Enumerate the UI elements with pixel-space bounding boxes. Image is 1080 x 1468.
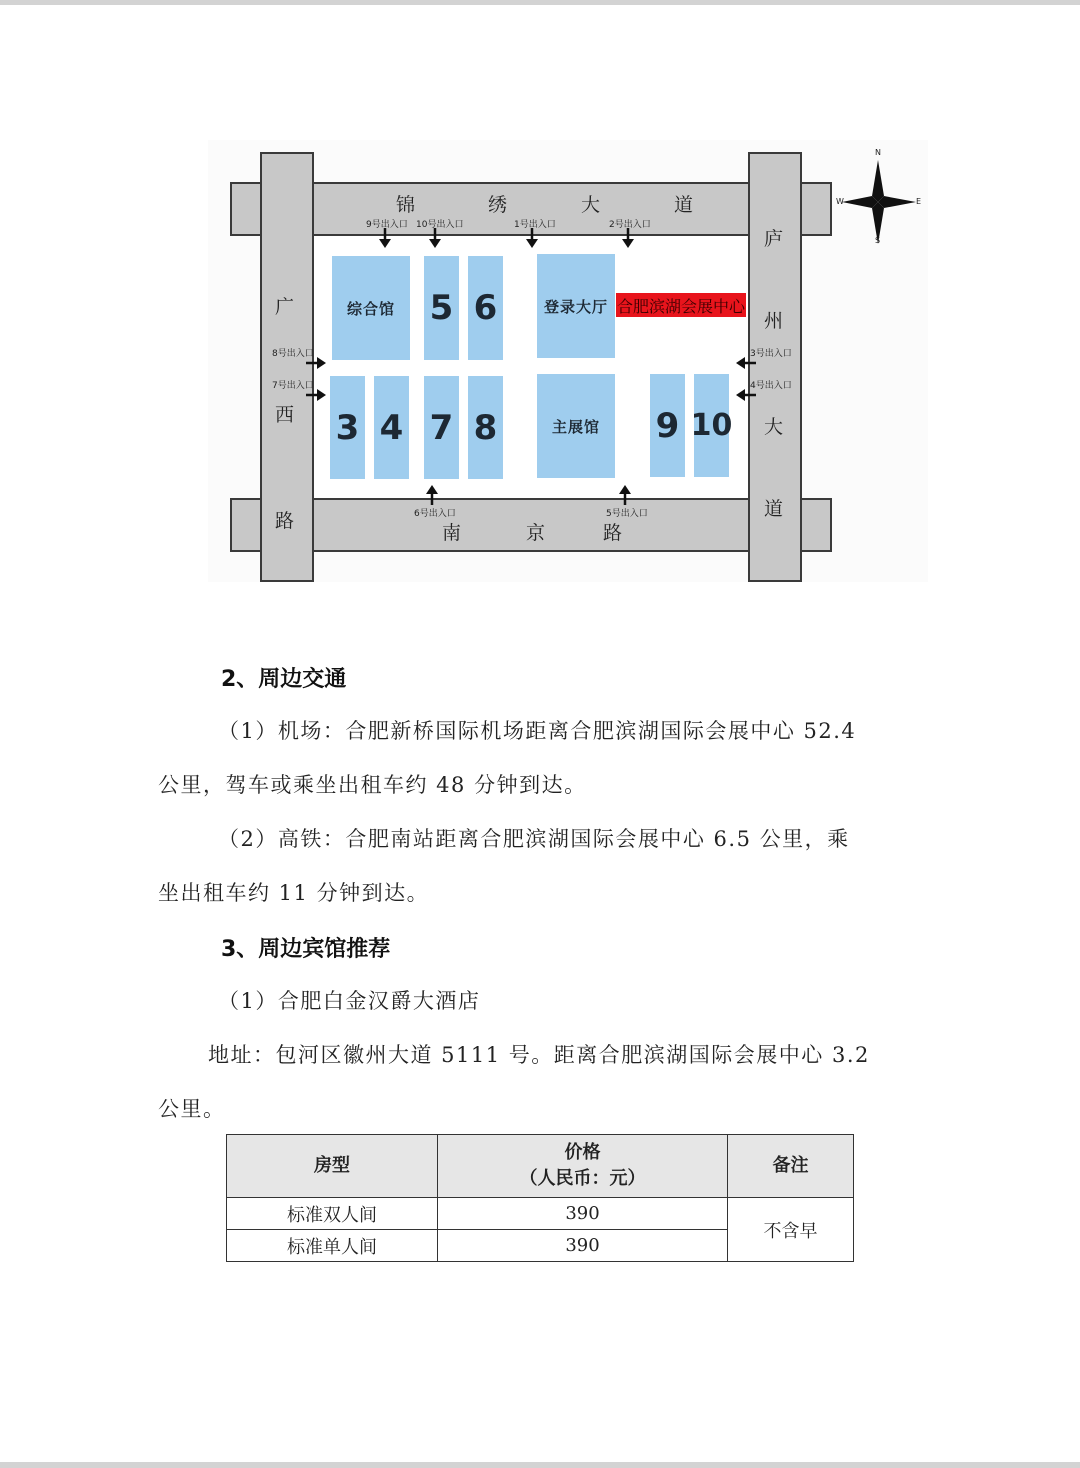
gate-9-arrow-icon <box>379 228 391 248</box>
road-right-char: 庐 <box>764 228 784 250</box>
gate-6-arrow-icon <box>426 485 438 505</box>
hall-3: 3 <box>330 376 365 479</box>
hall-denglu: 登录大厅 <box>537 254 615 358</box>
gate-8-arrow-icon <box>306 357 326 369</box>
section-2-title: 2、周边交通 <box>221 667 347 692</box>
price-cell: 390 <box>438 1230 728 1262</box>
room-type-cell: 标准单人间 <box>227 1230 438 1262</box>
hall-7: 7 <box>424 376 459 479</box>
gate-5-label: 5号出入口 <box>606 509 648 519</box>
gate-4-label: 4号出入口 <box>750 381 792 391</box>
gate-1-label: 1号出入口 <box>514 220 556 230</box>
table-header-row <box>227 1135 854 1198</box>
road-top-char: 绣 <box>488 194 508 216</box>
gate-2-arrow-icon <box>622 228 634 248</box>
hall-8: 8 <box>468 376 503 479</box>
table-row <box>227 1198 854 1230</box>
road-left-char: 西 <box>275 404 295 426</box>
road-left-char: 广 <box>275 296 295 318</box>
gate-7-arrow-icon <box>306 389 326 401</box>
rail-line-1: （2）高铁：合肥南站距离合肥滨湖国际会展中心 6.5 公里，乘 <box>218 827 850 851</box>
road-right-char: 道 <box>764 498 784 520</box>
hall-zhuzhan: 主展馆 <box>537 374 615 478</box>
venue-name-label: 合肥滨湖会展中心 <box>616 293 746 317</box>
road-top-char: 道 <box>674 194 694 216</box>
header-price-line-2: （人民币：元） <box>519 1168 646 1189</box>
gate-10-label: 10号出入口 <box>416 220 464 230</box>
header-note: 备注 <box>728 1135 854 1198</box>
compass-e: E <box>916 197 922 206</box>
road-bottom-char: 路 <box>603 522 623 544</box>
page-bottom-edge <box>0 1462 1080 1468</box>
gate-3-label: 3号出入口 <box>750 349 792 359</box>
hall-zonghe: 综合馆 <box>332 256 410 360</box>
header-room-type: 房型 <box>227 1135 438 1198</box>
gate-9-label: 9号出入口 <box>366 220 408 230</box>
airport-line-2: 公里，驾车或乘坐出租车约 48 分钟到达。 <box>158 773 587 797</box>
road-top-char: 大 <box>581 194 601 216</box>
gate-2-label: 2号出入口 <box>609 220 651 230</box>
gate-8-label: 8号出入口 <box>272 349 314 359</box>
room-price-table <box>226 1134 854 1262</box>
hotel-address-line-1: 地址：包河区徽州大道 5111 号。距离合肥滨湖国际会展中心 3.2 <box>208 1043 870 1067</box>
hotel-address-line-2: 公里。 <box>158 1097 226 1121</box>
gate-1-arrow-icon <box>526 228 538 248</box>
note-cell: 不含早 <box>728 1198 854 1262</box>
price-cell: 390 <box>438 1198 728 1230</box>
gate-7-label: 7号出入口 <box>272 381 314 391</box>
compass-n: N <box>875 148 881 157</box>
gate-5-arrow-icon <box>619 485 631 505</box>
section-3-title: 3、周边宾馆推荐 <box>221 937 391 962</box>
gate-4-arrow-icon <box>736 389 756 401</box>
hall-5: 5 <box>424 256 459 360</box>
hotel-name: （1）合肥白金汉爵大酒店 <box>218 989 481 1013</box>
gate-10-arrow-icon <box>429 228 441 248</box>
road-bottom-char: 京 <box>526 522 546 544</box>
header-price <box>438 1135 728 1198</box>
road-top-char: 锦 <box>396 194 416 216</box>
venue-map <box>208 140 928 582</box>
room-type-cell: 标准双人间 <box>227 1198 438 1230</box>
hall-9: 9 <box>650 374 685 477</box>
rail-paragraph <box>158 812 924 920</box>
hotel-address <box>158 1028 924 1136</box>
page-top-edge <box>0 0 1080 5</box>
hall-10: 10 <box>694 374 729 477</box>
road-right-char: 大 <box>764 416 784 438</box>
gate-3-arrow-icon <box>736 357 756 369</box>
compass-s: S <box>875 236 881 245</box>
rail-line-2: 坐出租车约 11 分钟到达。 <box>158 881 430 905</box>
compass-w: W <box>836 197 844 206</box>
compass-rose-icon <box>836 146 926 246</box>
road-right-char: 州 <box>764 310 784 332</box>
road-left-char: 路 <box>275 510 295 532</box>
airport-line-1: （1）机场：合肥新桥国际机场距离合肥滨湖国际会展中心 52.4 <box>218 719 857 743</box>
header-price-line-1: 价格 <box>564 1142 601 1163</box>
airport-paragraph <box>158 704 924 812</box>
hall-4: 4 <box>374 376 409 479</box>
road-bottom-char: 南 <box>442 522 462 544</box>
gate-6-label: 6号出入口 <box>414 509 456 519</box>
hall-6: 6 <box>468 256 503 360</box>
